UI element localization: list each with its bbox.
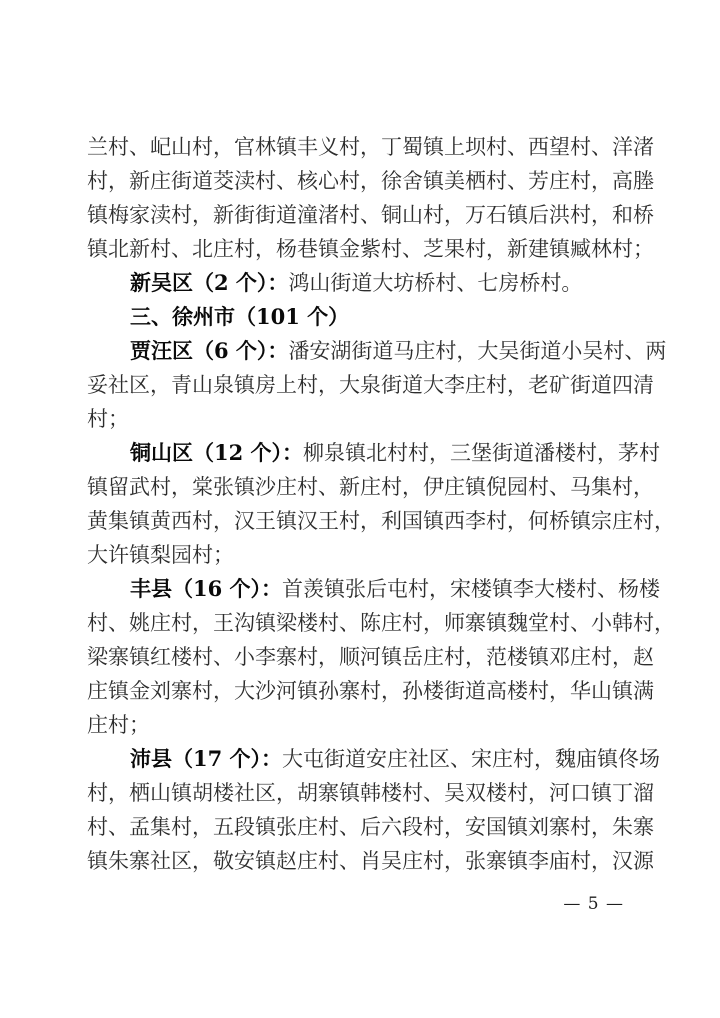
line-text: 潘安湖街道马庄村，大吴街道小吴村、两: [288, 339, 667, 363]
line-text: 村、孟集村，五段镇张庄村、后六段村，安国镇刘寨村，朱寨: [87, 815, 654, 839]
line-text: 庄村；: [87, 713, 150, 737]
district-label: 贾汪区（6 个）：: [130, 338, 289, 363]
district-label: 新吴区（2 个）：: [130, 270, 289, 295]
text-line: [87, 810, 654, 844]
text-line: [87, 334, 667, 368]
text-line: [87, 844, 654, 878]
section-heading: [87, 300, 636, 334]
line-text: 镇朱寨社区，敬安镇赵庄村、肖吴庄村，张寨镇李庙村，汉源: [87, 849, 654, 873]
district-label: 丰县（16 个）：: [130, 576, 283, 601]
page-number: — 5 —: [563, 894, 624, 914]
text-line: [87, 742, 661, 776]
text-line: [87, 470, 654, 504]
line-text: 大屯街道安庄社区、宋庄村，魏庙镇佟场: [282, 747, 661, 771]
text-line: [87, 130, 654, 164]
line-text: 镇留武村，棠张镇沙庄村、新庄村，伊庄镇倪园村、马集村，: [87, 475, 654, 499]
text-line: [87, 640, 654, 674]
line-text: 镇梅家渎村，新街街道潼渚村、铜山村，万石镇后洪村，和桥: [87, 203, 654, 227]
line-text: 村、姚庄村，王沟镇梁楼村、陈庄村，师寨镇魏堂村、小韩村，: [87, 611, 675, 635]
text-line: [87, 776, 654, 810]
line-text: 首羡镇张后屯村，宋楼镇李大楼村、杨楼: [282, 577, 661, 601]
text-line: [87, 708, 636, 742]
text-line: [87, 572, 661, 606]
text-line: [87, 164, 654, 198]
text-line: [87, 198, 654, 232]
text-line: [87, 232, 654, 266]
district-label: 铜山区（12 个）：: [130, 440, 304, 465]
line-text: 柳泉镇北村村，三堡街道潘楼村，茅村: [303, 441, 661, 465]
text-line: [87, 402, 636, 436]
line-text: 黄集镇黄西村，汉王镇汉王村，利国镇西李村，何桥镇宗庄村，: [87, 509, 675, 533]
line-text: 鸿山街道大坊桥村、七房桥村。: [288, 271, 583, 295]
text-line: [87, 368, 654, 402]
district-label: 沛县（17 个）：: [130, 746, 283, 771]
line-text: 庄镇金刘寨村，大沙河镇孙寨村，孙楼街道高楼村，华山镇满: [87, 679, 654, 703]
line-text: 村，新庄街道茭渎村、核心村，徐舍镇美栖村、芳庄村，高塍: [87, 169, 654, 193]
line-text: 梁寨镇红楼村、小李寨村，顺河镇岳庄村，范楼镇邓庄村，赵: [87, 645, 654, 669]
line-text: 村；: [87, 407, 129, 431]
text-line: [87, 538, 636, 572]
district-label: 三、徐州市（101 个）: [130, 304, 350, 329]
text-line: [87, 436, 661, 470]
text-line: [87, 266, 636, 300]
text-line: [87, 504, 675, 538]
line-text: 镇北新村、北庄村，杨巷镇金紫村、芝果村，新建镇臧林村；: [87, 237, 654, 261]
line-text: 村，栖山镇胡楼社区，胡寨镇韩楼村、吴双楼村，河口镇丁溜: [87, 781, 654, 805]
document-body: [87, 130, 675, 878]
line-text: 大许镇梨园村；: [87, 543, 234, 567]
line-text: 兰村、屺山村，官林镇丰义村，丁蜀镇上坝村、西望村、洋渚: [87, 135, 654, 159]
text-line: [87, 606, 675, 640]
line-text: 妥社区，青山泉镇房上村，大泉街道大李庄村，老矿街道四清: [87, 373, 654, 397]
text-line: [87, 674, 654, 708]
